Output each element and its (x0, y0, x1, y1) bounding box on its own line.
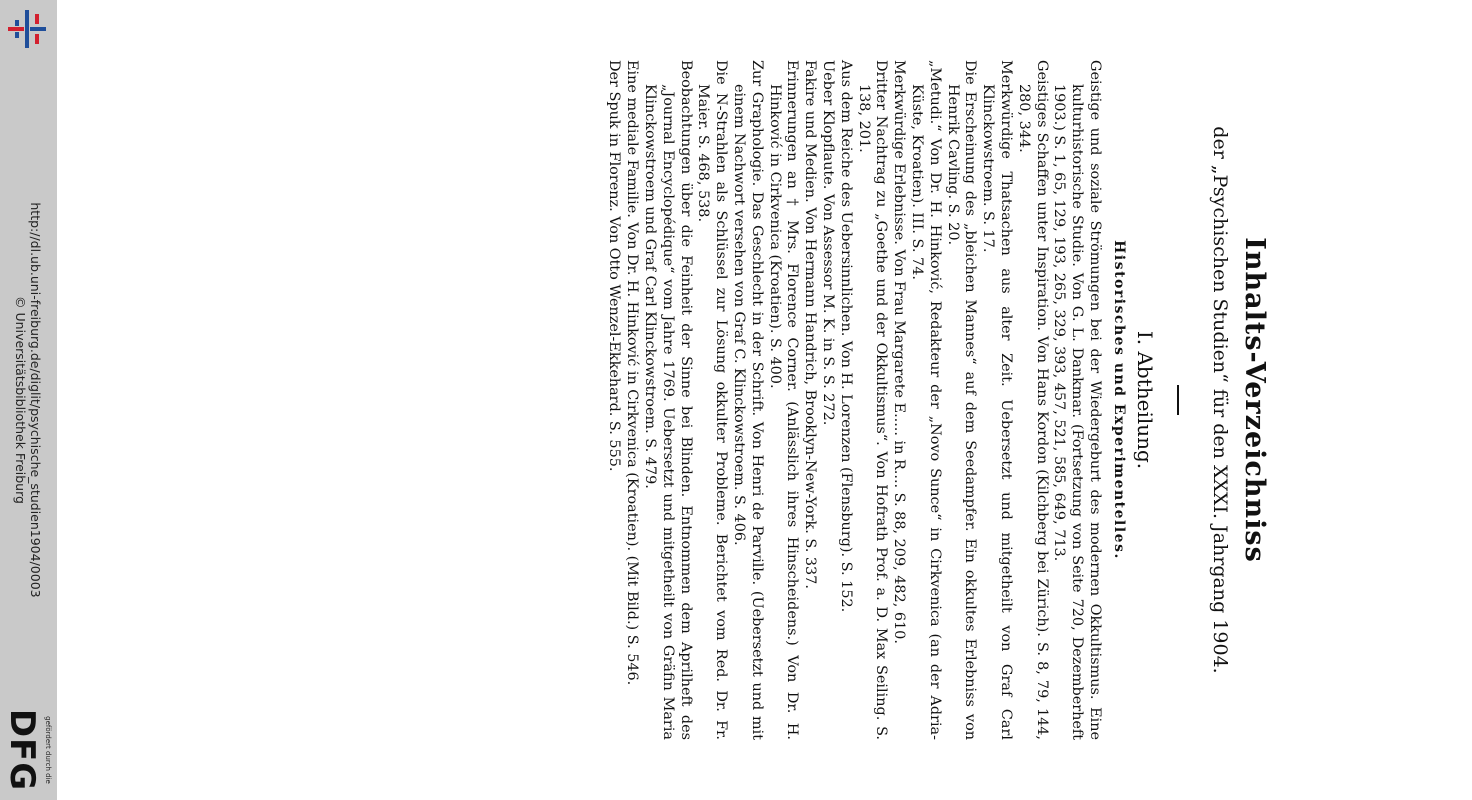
toc-entry: Der Spuk in Florenz. Von Otto Wenzel-Ekkehard. S. 555. (606, 60, 623, 472)
university-library-logo-icon (6, 8, 48, 50)
toc-entry: Zur Graphologie. Das Geschlecht in der Schrift. Von Henri de Parville. (Uebersetzt und mit einem Nachwort versehen von Graf C. Klinckowstroem. S. 406. (731, 60, 765, 740)
toc-entry: Fakire und Medien. Von Hermann Handrich, Brooklyn-New-York. S. 337. (802, 60, 819, 589)
copyright-notice: © Universitätsbibliothek Freiburg (13, 296, 28, 504)
page-title: Inhalts-Verzeichniss (1239, 237, 1270, 563)
toc-entry: Die N-Strahlen als Schlüssel zur Lösung okkulter Probleme. Berichtet vom Red. Dr. Fr. Maier. S. 468, 538. (695, 60, 730, 740)
library-sidebar (0, 0, 57, 800)
dfg-logo-text: DFG (2, 708, 42, 792)
toc-entry: Aus dem Reiche des Uebersinnlichen. Von H. Lorenzen (Flensburg). S. 152. (837, 60, 854, 613)
dfg-logo (4, 705, 54, 795)
toc-entry: Merkwürdige Erlebnisse. Von Frau Margarete E..... in R.... S. 88, 209, 482, 610. (891, 60, 908, 644)
toc-list (605, 60, 1103, 740)
toc-entry: Beobachtungen über die Feinheit der Sinne bei Blinden. Entnommen dem Aprilheft des „Journal Encyclopédique“ vom Jahre 1769. Uebersetzt und mitgetheilt von Gräfin Maria Klinckowstroem und Graf Carl Klinckowstroem. S. 479. (642, 60, 694, 740)
toc-entry: „Metudi.“ Von Dr. H. Hinković, Redakteur der „Novo Sunce“ in Cirkvenica (an der Adria-Küste, Kroatien). III. S. 74. (909, 60, 943, 740)
toc-entry: Eine mediale Familie. Von Dr. H. Hinković in Cirkvenica (Kroatien). (Mit Bild.) S. 546. (624, 60, 641, 686)
toc-entry: Geistige und soziale Strömungen bei der Wiedergeburt des modernen Okkultismus. Eine kulturhistorische Studie. Von G. L. Dankmar. (Fortsetzung von Seite 720, Dezemberheft 1903.) S. 1, 65, 129, 193, 265, 329, 393, 457, 521, 585, 649, 713. (1051, 60, 1103, 740)
scanned-page-area (170, 0, 1470, 800)
toc-entry: Erinnerungen an † Mrs. Florence Corner. (Anlässlich ihres Hinscheidens.) Von Dr. H. Hinković in Cirkvenica (Kroatien). S. 400. (766, 60, 801, 740)
toc-entry: Die Erscheinung des „bleichen Mannes“ auf dem Seedampfer. Ein okkultes Erlebniss von Henrik Cavling. S. 20. (944, 60, 979, 740)
section-heading: Historisches und Experimentelles. (1111, 240, 1127, 560)
divider (1177, 385, 1179, 415)
toc-entry: Dritter Nachtrag zu „Goethe und der Okkultismus“. Von Hofrath Prof. a. D. Max Seiling. S. 138, 201. (855, 60, 890, 740)
scanned-page (370, 60, 1270, 740)
funder-caption: gefördert durch die (44, 716, 52, 784)
toc-entry: Geistiges Schaffen unter Inspiration. Von Hans Kordon (Kilchberg bei Zürich). S. 8, 79, 144, 280, 344. (1015, 60, 1050, 740)
section-title: I. Abtheilung. (1133, 330, 1157, 470)
page-subtitle: der „Psychischen Studien“ für den XXXI. Jahrgang 1904. (1209, 126, 1231, 674)
toc-entry: Merkwürdige Thatsachen aus alter Zeit. Uebersetzt und mitgetheilt von Graf Carl Klinckowstroem. S. 17. (980, 60, 1015, 740)
source-url[interactable]: http://dl.ub.uni-freiburg.de/diglit/psychische_studien1904/0003 (28, 202, 43, 598)
source-info (13, 202, 43, 597)
toc-entry: Ueber Klopflaute. Von Assessor M. K. in S. S. 272. (820, 60, 837, 426)
